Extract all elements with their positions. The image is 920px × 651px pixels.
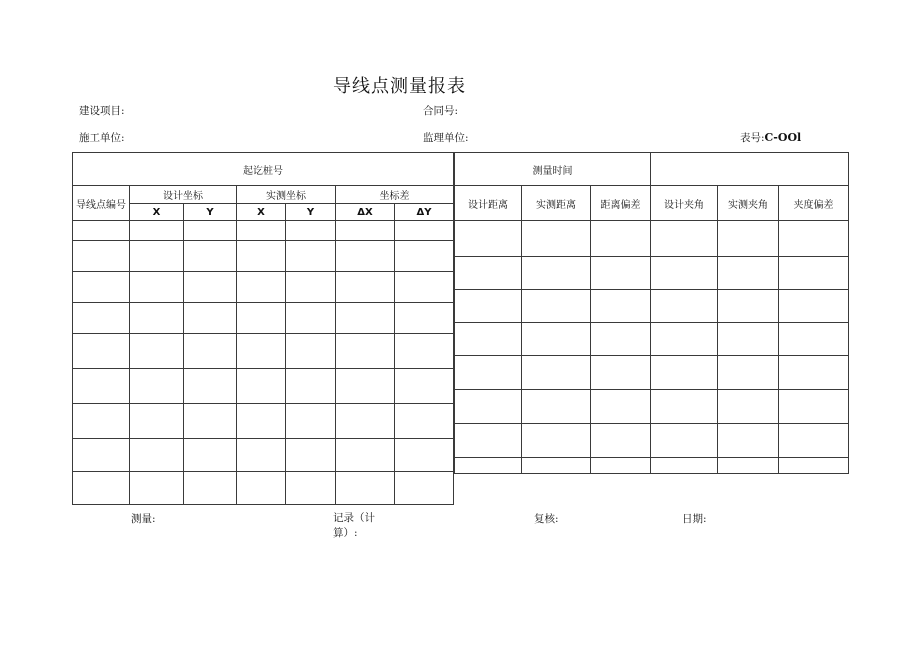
table-cell[interactable] — [591, 458, 651, 474]
table-cell[interactable] — [336, 241, 395, 272]
table-row — [73, 303, 454, 334]
table-cell[interactable] — [522, 424, 591, 458]
table-row — [73, 241, 454, 272]
table-cell[interactable] — [591, 390, 651, 424]
table-cell[interactable] — [522, 323, 591, 356]
table-cell[interactable] — [73, 272, 130, 303]
table-cell[interactable] — [591, 221, 651, 257]
start-station-label: 起讫桩号 — [73, 153, 454, 186]
table-cell[interactable] — [455, 458, 522, 474]
table-cell[interactable] — [237, 404, 286, 439]
distance-angle-table — [454, 152, 849, 474]
table-cell[interactable] — [73, 439, 130, 472]
design-coordinate-header: 设计坐标 — [130, 186, 237, 204]
table-cell[interactable] — [184, 221, 237, 241]
project-label: 建设项目: — [79, 105, 125, 117]
table-cell[interactable] — [455, 257, 522, 290]
table-cell[interactable] — [395, 241, 454, 272]
coordinate-table-body — [73, 221, 454, 505]
table-cell[interactable] — [336, 272, 395, 303]
table-cell[interactable] — [286, 404, 336, 439]
table-cell[interactable] — [184, 369, 237, 404]
table-cell[interactable] — [718, 356, 779, 390]
table-cell[interactable] — [237, 369, 286, 404]
table-row — [73, 439, 454, 472]
contractor-label: 施工单位: — [79, 132, 125, 144]
table-cell[interactable] — [591, 424, 651, 458]
table-cell[interactable] — [455, 356, 522, 390]
table-cell[interactable] — [718, 323, 779, 356]
table-cell[interactable] — [651, 257, 718, 290]
survey-time-value — [651, 153, 849, 186]
table-cell[interactable] — [237, 439, 286, 472]
table-cell[interactable] — [395, 303, 454, 334]
table-cell[interactable] — [286, 334, 336, 369]
table-cell[interactable] — [718, 257, 779, 290]
table-cell[interactable] — [286, 369, 336, 404]
table-row — [455, 221, 849, 257]
table-cell[interactable] — [336, 303, 395, 334]
table-cell[interactable] — [395, 404, 454, 439]
table-cell[interactable] — [130, 404, 184, 439]
recorder-label: 记录（计算）: — [333, 512, 375, 539]
table-cell[interactable] — [184, 404, 237, 439]
table-row — [73, 272, 454, 303]
angle-deviation-header: 夹度偏差 — [779, 186, 849, 221]
table-cell[interactable] — [130, 221, 184, 241]
table-cell[interactable] — [286, 221, 336, 241]
table-cell[interactable] — [73, 404, 130, 439]
table-cell[interactable] — [73, 303, 130, 334]
table-cell[interactable] — [395, 272, 454, 303]
table-row — [73, 369, 454, 404]
table-row — [455, 356, 849, 390]
table-cell[interactable] — [184, 241, 237, 272]
table-cell[interactable] — [336, 334, 395, 369]
table-cell[interactable] — [184, 334, 237, 369]
table-cell[interactable] — [522, 257, 591, 290]
table-cell[interactable] — [237, 272, 286, 303]
table-cell[interactable] — [779, 458, 849, 474]
design-y-header: Y — [184, 204, 237, 221]
point-number-header: 导线点编号 — [73, 186, 130, 221]
table-cell[interactable] — [286, 472, 336, 505]
table-cell[interactable] — [718, 424, 779, 458]
delta-x-header: ΔX — [336, 204, 395, 221]
table-cell[interactable] — [779, 323, 849, 356]
table-row — [455, 323, 849, 356]
table-cell[interactable] — [651, 221, 718, 257]
table-cell[interactable] — [237, 472, 286, 505]
table-row — [73, 404, 454, 439]
table-cell[interactable] — [73, 369, 130, 404]
table-cell[interactable] — [184, 439, 237, 472]
table-cell[interactable] — [286, 272, 336, 303]
table-cell[interactable] — [184, 272, 237, 303]
table-cell[interactable] — [651, 323, 718, 356]
table-cell[interactable] — [522, 356, 591, 390]
table-cell[interactable] — [73, 221, 130, 241]
table-row — [455, 458, 849, 474]
table-cell[interactable] — [779, 221, 849, 257]
table-cell[interactable] — [336, 221, 395, 241]
table-cell[interactable] — [73, 241, 130, 272]
measured-coordinate-header: 实测坐标 — [237, 186, 336, 204]
table-cell[interactable] — [130, 272, 184, 303]
table-cell[interactable] — [591, 257, 651, 290]
table-cell[interactable] — [237, 241, 286, 272]
table-cell[interactable] — [395, 439, 454, 472]
table-cell[interactable] — [718, 390, 779, 424]
table-cell[interactable] — [336, 439, 395, 472]
table-cell[interactable] — [455, 390, 522, 424]
table-cell[interactable] — [395, 369, 454, 404]
delta-y-header: ΔY — [395, 204, 454, 221]
table-cell[interactable] — [455, 323, 522, 356]
table-cell[interactable] — [718, 290, 779, 323]
design-angle-header: 设计夹角 — [651, 186, 718, 221]
table-cell[interactable] — [522, 290, 591, 323]
table-row — [73, 334, 454, 369]
table-cell[interactable] — [591, 323, 651, 356]
table-row — [455, 257, 849, 290]
table-cell[interactable] — [779, 390, 849, 424]
table-cell[interactable] — [395, 334, 454, 369]
table-cell[interactable] — [130, 472, 184, 505]
table-cell[interactable] — [130, 303, 184, 334]
table-cell[interactable] — [455, 221, 522, 257]
measured-distance-header: 实测距离 — [522, 186, 591, 221]
table-cell[interactable] — [395, 472, 454, 505]
table-cell[interactable] — [522, 221, 591, 257]
table-cell[interactable] — [237, 221, 286, 241]
form-number-label: 表号: — [740, 132, 765, 144]
survey-time-label: 测量时间 — [455, 153, 651, 186]
table-cell[interactable] — [591, 290, 651, 323]
distance-deviation-header: 距离偏差 — [591, 186, 651, 221]
table-cell[interactable] — [651, 424, 718, 458]
form-title: 导线点测量报表 — [333, 76, 466, 97]
table-cell[interactable] — [779, 356, 849, 390]
table-cell[interactable] — [237, 303, 286, 334]
table-cell[interactable] — [651, 458, 718, 474]
table-cell[interactable] — [184, 303, 237, 334]
table-cell[interactable] — [651, 390, 718, 424]
table-cell[interactable] — [73, 472, 130, 505]
coordinate-table — [72, 152, 454, 505]
date-label: 日期: — [682, 513, 707, 525]
table-cell[interactable] — [286, 303, 336, 334]
table-row — [455, 390, 849, 424]
table-cell[interactable] — [130, 334, 184, 369]
design-distance-header: 设计距离 — [455, 186, 522, 221]
distance-angle-table-body — [455, 221, 849, 474]
table-cell[interactable] — [73, 334, 130, 369]
table-cell[interactable] — [184, 472, 237, 505]
table-row — [455, 290, 849, 323]
table-cell[interactable] — [395, 221, 454, 241]
table-cell[interactable] — [779, 257, 849, 290]
form-number-value: C-OOl — [764, 131, 802, 144]
contract-label: 合同号: — [423, 105, 459, 117]
table-cell[interactable] — [130, 241, 184, 272]
measured-x-header: X — [237, 204, 286, 221]
table-cell[interactable] — [591, 356, 651, 390]
table-cell[interactable] — [651, 356, 718, 390]
measured-y-header: Y — [286, 204, 336, 221]
table-cell[interactable] — [455, 424, 522, 458]
table-cell[interactable] — [522, 390, 591, 424]
design-x-header: X — [130, 204, 184, 221]
coordinate-difference-header: 坐标差 — [336, 186, 454, 204]
table-cell[interactable] — [336, 369, 395, 404]
table-cell[interactable] — [522, 458, 591, 474]
table-cell[interactable] — [286, 439, 336, 472]
table-cell[interactable] — [130, 369, 184, 404]
reviewer-label: 复核: — [534, 513, 559, 525]
table-cell[interactable] — [718, 458, 779, 474]
table-row — [455, 424, 849, 458]
table-cell[interactable] — [718, 221, 779, 257]
table-cell[interactable] — [779, 290, 849, 323]
measured-angle-header: 实测夹角 — [718, 186, 779, 221]
table-cell[interactable] — [336, 472, 395, 505]
table-cell[interactable] — [237, 334, 286, 369]
table-cell[interactable] — [286, 241, 336, 272]
table-cell[interactable] — [779, 424, 849, 458]
supervisor-label: 监理单位: — [423, 132, 469, 144]
table-row — [73, 221, 454, 241]
table-cell[interactable] — [455, 290, 522, 323]
surveyor-label: 测量: — [131, 513, 156, 525]
table-cell[interactable] — [336, 404, 395, 439]
table-cell[interactable] — [651, 290, 718, 323]
table-cell[interactable] — [130, 439, 184, 472]
table-row — [73, 472, 454, 505]
form-number — [740, 130, 801, 145]
